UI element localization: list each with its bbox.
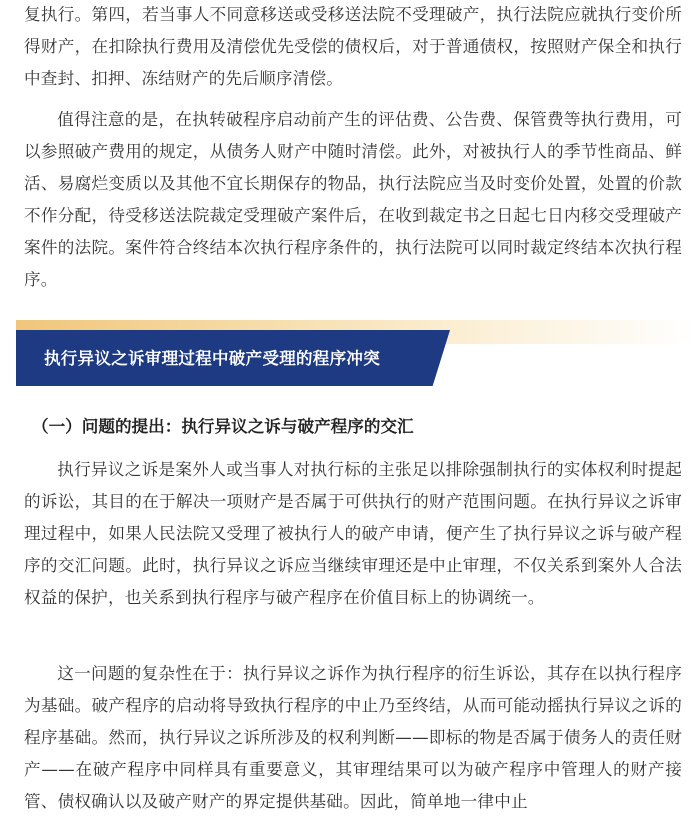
body-paragraph-1: 复执行。第四，若当事人不同意移送或受移送法院不受理破产，执行法院应就执行变价所得财产，在扣除执行费用及清偿优先受偿的债权后，对于普通债权，按照财产保全和执行中查封、扣押、冻结财产的先后顺序清偿。 [24,5,682,88]
sub-heading: （一）问题的提出：执行异议之诉与破产程序的交汇 [32,417,414,436]
body-paragraph-2: 值得注意的是，在执转破程序启动前产生的评估费、公告费、保管费等执行费用，可以参照破产费用的规定，从债务人财产中随时清偿。此外，对被执行人的季节性商品、鲜活、易腐烂变质以及其他不宜长期保存的物品，执行法院应当及时变价处置，处置的价款不作分配，待受移送法院裁定受理破产案件后，在收到裁定书之日起七日内移交受理破产案件的法院。案件符合终结本次执行程序条件的，执行法院可以同时裁定终结本次执行程序。 [24,110,682,289]
body-paragraph-4: 这一问题的复杂性在于：执行异议之诉作为执行程序的衍生诉讼，其存在以执行程序为基础。破产程序的启动将导致执行程序的中止乃至终结，从而可能动摇执行异议之诉的程序基础。然而，执行异议之诉所涉及的权利判断——即标的物是否属于债务人的责任财产——在破产程序中同样具有重要意义，其审理结果可以为破产程序中管理人的财产接管、债权确认以及破产财产的界定提供基础。因此，简单地一律中止 [24,664,682,811]
section-banner [16,320,696,390]
section-title: 执行异议之诉审理过程中破产受理的程序冲突 [44,349,380,368]
body-paragraph-3: 执行异议之诉是案外人或当事人对执行标的主张足以排除强制执行的实体权利时提起的诉讼，其目的在于解决一项财产是否属于可供执行的财产范围问题。在执行异议之诉审理过程中，如果人民法院又受理了被执行人的破产申请，便产生了执行异议之诉与破产程序的交汇问题。此时，执行异议之诉应当继续审理还是中止审理，不仅关系到案外人合法权益的保护，也关系到执行程序与破产程序在价值目标上的协调统一。 [24,460,682,607]
